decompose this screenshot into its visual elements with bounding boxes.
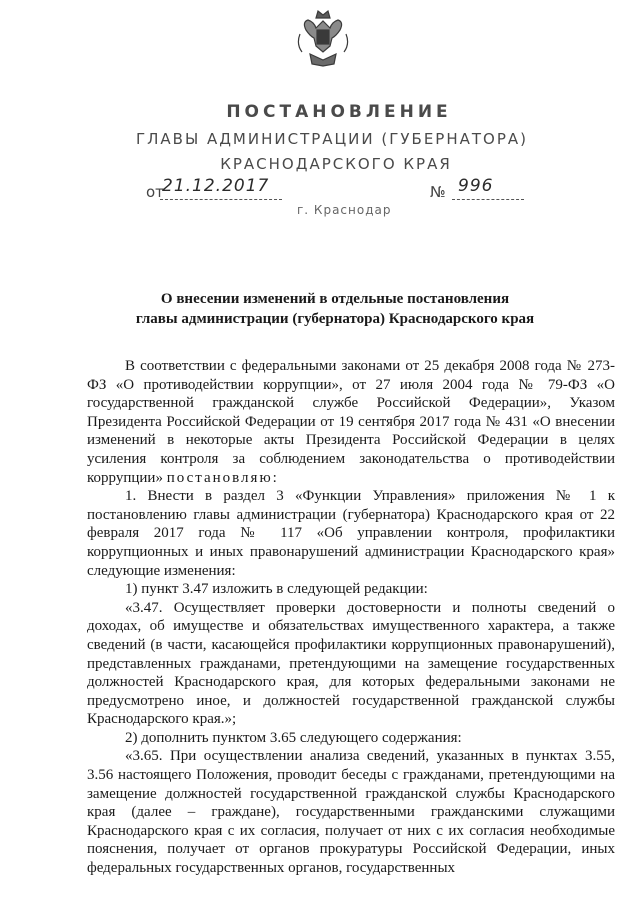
title-line-2: главы администрации (губернатора) Краснодарского края xyxy=(135,311,535,327)
number-underline xyxy=(452,199,524,200)
clause-3-47-paragraph: «3.47. Осуществляет проверки достоверности и полноты сведений о доходах, об имуществе и обязательствах имущественного характера, а также сведений (в части, касающейся профилактики коррупционных правонарушений), представленных гражданами, претендующими на замещение государственных должностей Краснодарского края, для которых федеральными законами не предусмотрено иное, и должностей государственной гражданской службы Краснодарского края.»; xyxy=(87,599,615,728)
subclause-2-paragraph: 2) дополнить пунктом 3.65 следующего содержания: xyxy=(125,729,462,746)
date-underline xyxy=(160,199,282,200)
resolve-word: постановляю: xyxy=(166,469,279,486)
region-heading: КРАСНОДАРСКОГО КРАЯ xyxy=(220,155,452,173)
coat-of-arms-emblem xyxy=(296,8,350,68)
issuing-authority-heading: ГЛАВЫ АДМИНИСТРАЦИИ (ГУБЕРНАТОРА) xyxy=(135,130,529,148)
handwritten-number: 996 xyxy=(458,176,494,196)
clause-1-paragraph: 1. Внести в раздел 3 «Функции Управления» приложения № 1 к постановлению главы администрации (губернатора) Краснодарского края от 22 февраля 2017 года № 117 «Об управлении контроля, профилактики коррупционных и иных правонарушений администрации Краснодарского края» следующие изменения: xyxy=(87,488,615,579)
city-label: г. Краснодар xyxy=(297,203,392,217)
document-body xyxy=(87,357,615,878)
date-number-row xyxy=(0,176,640,204)
clause-3-65-paragraph: «3.65. При осуществлении анализа сведений, указанных в пунктах 3.55, 3.56 настоящего Положения, проводит беседы с гражданами, претендующими на замещение должностей государственной гражданской службы Краснодарского края (далее – граждане), государственными гражданскими служащими Краснодарского края с их согласия, получает от них с их согласия необходимые пояснения, получает от органов прокуратуры Российской Федерации, иных федеральных государственных органов, государственных xyxy=(87,748,615,877)
handwritten-date: 21.12.2017 xyxy=(162,176,270,196)
preamble-text: В соответствии с федеральными законами от 25 декабря 2008 года № 273-ФЗ «О противодействии коррупции», от 27 июля 2004 года № 79-ФЗ «О государственной гражданской службе Российской Федерации», Указом Президента Российской Федерации от 19 сентября 2017 года № 431 «О внесении изменений в некоторые акты Президента Российской Федерации в целях усиления контроля за соблюдением законодательства о противодействии коррупции» xyxy=(87,358,615,486)
preamble-paragraph xyxy=(87,357,615,487)
date-label: от xyxy=(146,183,164,201)
number-label: № xyxy=(430,183,446,201)
document-title xyxy=(40,289,600,329)
document-type-heading: ПОСТАНОВЛЕНИЕ xyxy=(226,102,452,122)
title-line-1: О внесении изменений в отдельные постановления xyxy=(160,291,510,307)
subclause-1-paragraph: 1) пункт 3.47 изложить в следующей редакции: xyxy=(125,581,428,598)
